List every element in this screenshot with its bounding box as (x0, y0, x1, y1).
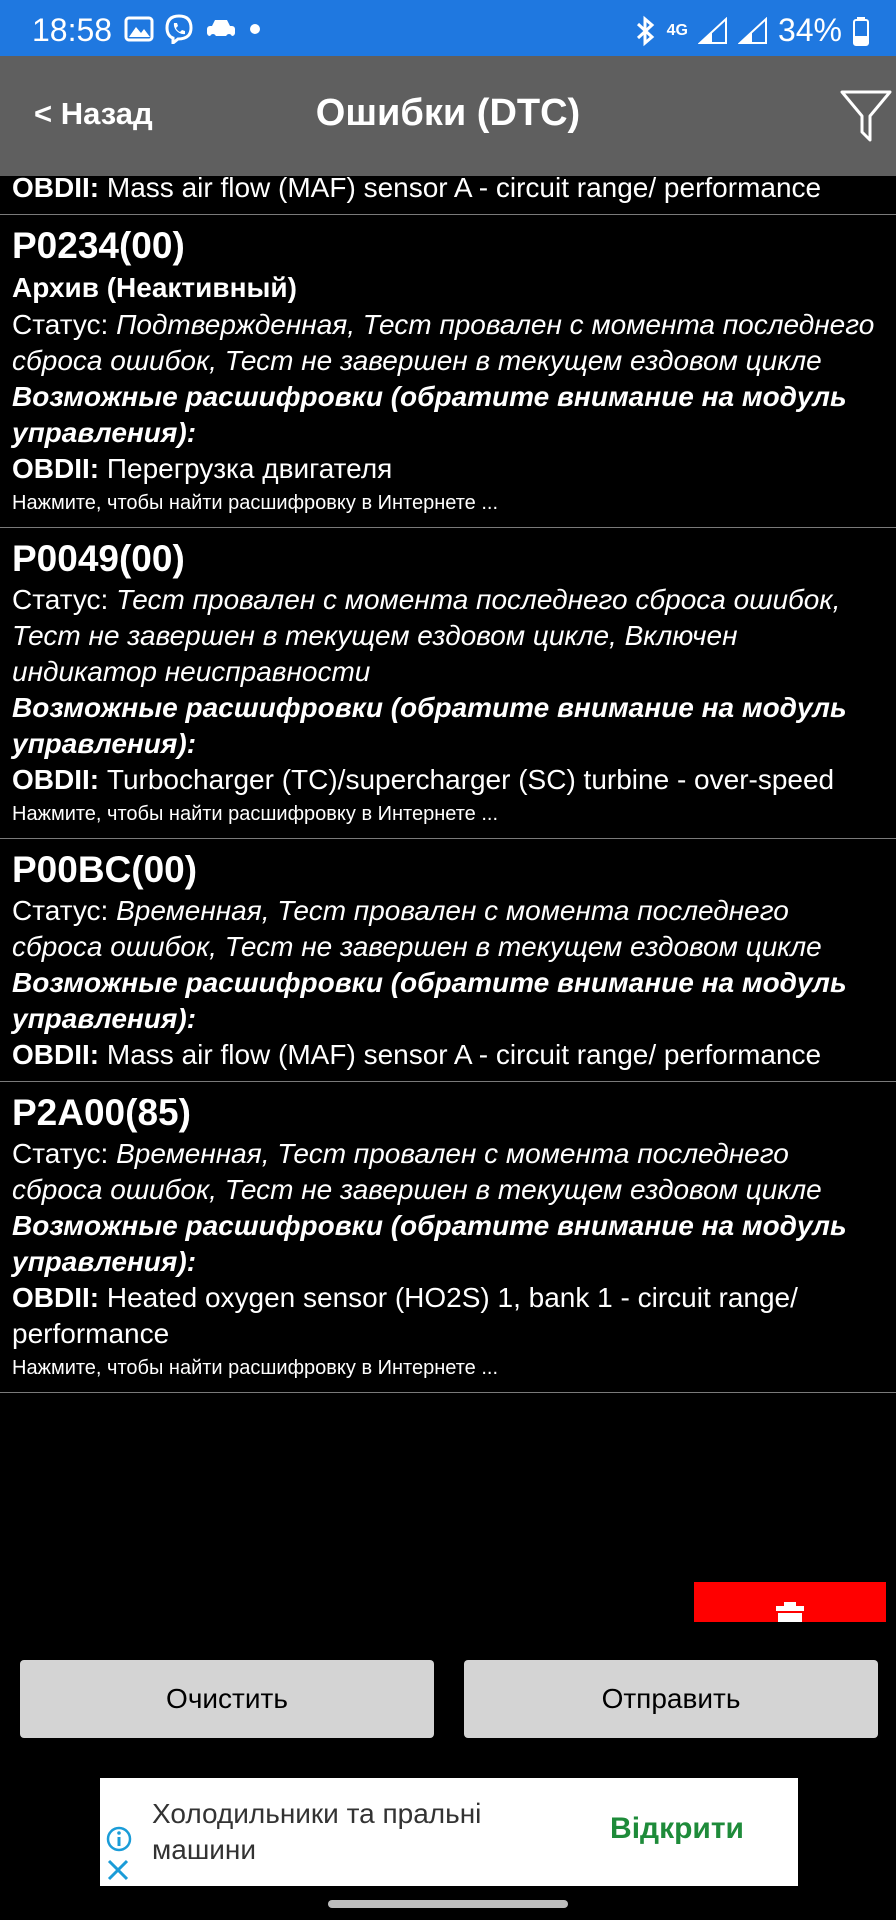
status-prefix: Статус: (12, 584, 117, 615)
obd-prefix: OBDII: (12, 453, 107, 484)
obd-description (12, 762, 884, 798)
status-text: Временная, Тест провален с момента последнего сброса ошибок, Тест не завершен в текущем ездовом цикле (12, 895, 822, 962)
ad-text: Холодильники та пральні машини (152, 1798, 482, 1865)
status-prefix: Статус: (12, 895, 117, 926)
status-line (12, 1136, 884, 1208)
status-text: Подтвержденная, Тест провален с момента последнего сброса ошибок, Тест не завершен в текущем ездовом цикле (12, 309, 875, 376)
page-title: Ошибки (DTC) (315, 92, 581, 134)
navigation-handle[interactable] (328, 1900, 568, 1908)
obd-text: Turbocharger (TC)/supercharger (SC) turbine - over-speed (106, 764, 835, 795)
search-online-link[interactable]: Нажмите, чтобы найти расшифровку в Интернете ... (12, 1357, 499, 1379)
obd-text: Mass air flow (MAF) sensor A - circuit range/ performance (106, 176, 822, 203)
status-line (12, 307, 884, 379)
back-button[interactable]: < Назад (34, 96, 153, 131)
possible-decoding-label: Возможные расшифровки (обратите внимание на модуль управления): (12, 967, 847, 1034)
dot-icon (248, 22, 262, 36)
obd-description (12, 451, 884, 487)
list-item[interactable] (0, 528, 896, 839)
status-system-icons (635, 12, 870, 49)
delete-button[interactable] (694, 1582, 886, 1622)
status-prefix: Статус: (12, 309, 117, 340)
info-icon[interactable] (106, 1826, 132, 1852)
obd-description (12, 1280, 884, 1352)
trash-icon (770, 1602, 810, 1622)
obd-description (12, 1037, 884, 1073)
possible-decoding-label: Возможные расшифровки (обратите внимание на модуль управления): (12, 381, 847, 448)
obd-text: Mass air flow (MAF) sensor A - circuit range/ performance (106, 1039, 822, 1070)
viber-icon (164, 14, 194, 44)
battery-icon (852, 16, 870, 46)
search-online-link[interactable]: Нажмите, чтобы найти расшифровку в Интернете ... (12, 492, 499, 514)
archive-label: Архив (Неактивный) (12, 272, 297, 303)
obd-prefix: OBDII: (12, 1039, 107, 1070)
list-item[interactable] (0, 839, 896, 1082)
bluetooth-icon (635, 15, 657, 47)
search-online-link[interactable]: Нажмите, чтобы найти расшифровку в Интернете ... (12, 803, 499, 825)
status-bar (0, 0, 896, 56)
ad-banner[interactable] (100, 1778, 798, 1886)
network-type: 4G (666, 21, 688, 39)
list-item[interactable] (0, 215, 896, 528)
possible-decoding-label: Возможные расшифровки (обратите внимание на модуль управления): (12, 692, 847, 759)
list-item[interactable] (0, 1082, 896, 1393)
dtc-list[interactable] (0, 176, 896, 1620)
status-text: Тест провален с момента последнего сброса ошибок, Тест не завершен в текущем ездовом цикле, Включен индикатор неисправности (12, 584, 841, 687)
filter-icon[interactable] (840, 88, 892, 144)
status-notification-icons (124, 14, 262, 44)
send-button[interactable]: Отправить (464, 1660, 878, 1738)
obd-text: Heated oxygen sensor (HO2S) 1, bank 1 - circuit range/ performance (12, 1282, 798, 1349)
dtc-code: P00BC(00) (12, 849, 198, 890)
obd-prefix: OBDII: (12, 764, 107, 795)
status-prefix: Статус: (12, 1138, 117, 1169)
status-time: 18:58 (32, 12, 113, 48)
dtc-code: P2A00(85) (12, 1092, 191, 1133)
toolbar (0, 56, 896, 176)
obd-description (12, 176, 884, 206)
battery-percent: 34% (777, 12, 842, 48)
dtc-code: P0049(00) (12, 538, 185, 579)
status-line (12, 582, 884, 690)
obd-prefix: OBDII: (12, 176, 107, 203)
signal-icon (698, 17, 728, 45)
close-icon[interactable] (106, 1858, 130, 1882)
car-icon (204, 17, 238, 41)
obd-text: Перегрузка двигателя (106, 453, 393, 484)
list-item[interactable] (0, 176, 896, 215)
dtc-code: P0234(00) (12, 225, 185, 266)
status-text: Временная, Тест провален с момента последнего сброса ошибок, Тест не завершен в текущем ездовом цикле (12, 1138, 822, 1205)
ad-open-button[interactable]: Відкрити (610, 1812, 744, 1845)
image-icon (124, 16, 154, 42)
bottom-button-bar (0, 1660, 896, 1740)
possible-decoding-label: Возможные расшифровки (обратите внимание на модуль управления): (12, 1210, 847, 1277)
clear-button[interactable]: Очистить (20, 1660, 434, 1738)
signal-icon-2 (738, 17, 768, 45)
obd-prefix: OBDII: (12, 1282, 107, 1313)
status-line (12, 893, 884, 965)
